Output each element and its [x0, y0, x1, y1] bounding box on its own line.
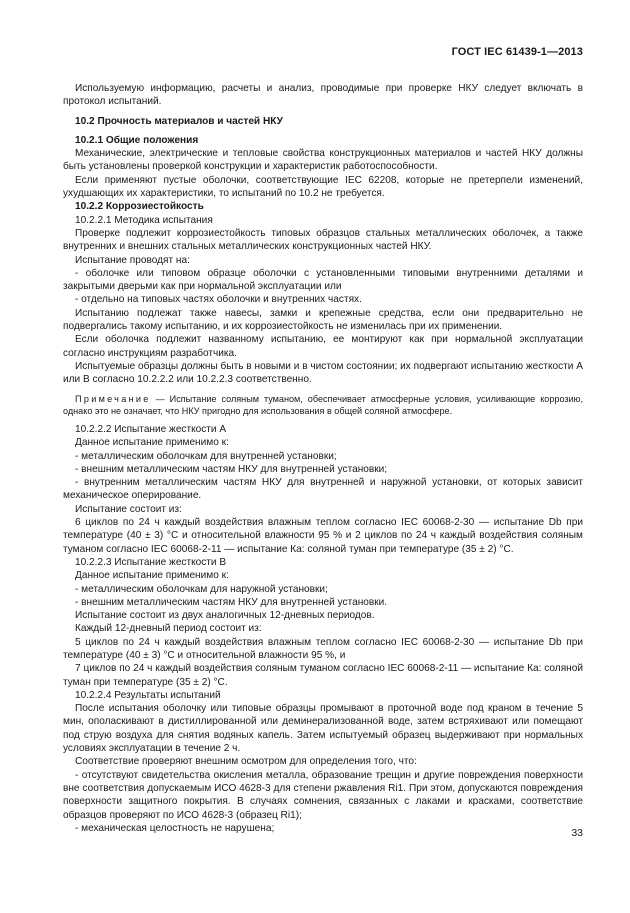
section-heading: 10.2.1 Общие положения	[75, 134, 199, 146]
paragraph: Проверке подлежит коррозиестойкость типовых образцов стальных металлических оболочек, а также внутренних и внешних стальных металлических конструкционных частей НКУ.	[63, 227, 583, 253]
paragraph: Испытанию подлежат также навесы, замки и крепежные средства, если они предварительно не подвергались такому испытанию, и их коррозиестойкость не изменилась при их применении.	[63, 307, 583, 333]
page-number: 33	[571, 827, 583, 839]
list-item: - оболочке или типовом образце оболочки с установленными типовыми внутренними деталями и закрытыми дверьми как при нормальной эксплуатации или	[63, 267, 583, 293]
list-item: - внутренним металлическим частям НКУ для внутренней и наружной установки, от которых зависит механическое оперирование.	[63, 477, 583, 502]
subsection-heading: 10.2.2.1 Методика испытания	[75, 214, 213, 226]
note-text: — Испытание соляным туманом, обеспечивает атмосферные условия, усиливающие коррозию, однако это не означает, что НКУ пригодно для использования в общей соляной атмосфере.	[63, 393, 583, 416]
paragraph: После испытания оболочку или типовые образцы промывают в проточной воде под краном в течение 5 мин, ополаскивают в дистиллированной или деминерализованной воде, затем встряхивают или помещают под струю воздуха для снятия водяных капель. Затем испытуемый образец выдерживают при нормальных условиях эксплуатации в течение 2 ч.	[63, 703, 583, 755]
paragraph: Испытание проводят на:	[75, 254, 190, 266]
list-item: - отдельно на типовых частях оболочки и внутренних частях.	[75, 294, 362, 306]
document-body	[63, 76, 583, 835]
standard-header: ГОСТ IEC 61439-1—2013	[451, 46, 583, 58]
paragraph: Соответствие проверяют внешним осмотром для определения того, что:	[75, 756, 417, 768]
list-item: - внешним металлическим частям НКУ для внутренней установки.	[75, 596, 388, 608]
subsection-heading: 10.2.2.3 Испытание жесткости В	[75, 556, 227, 568]
paragraph: Каждый 12-дневный период состоит из:	[75, 623, 262, 635]
list-item: - внешним металлическим частям НКУ для внутренней установки;	[75, 463, 388, 475]
section-heading: 10.2.2 Коррозиестойкость	[75, 201, 204, 213]
list-item: - металлическим оболочкам для наружной установки;	[75, 583, 328, 595]
paragraph: 6 циклов по 24 ч каждый воздействия влажным теплом согласно IEC 60068-2-30 — испытание Db при температуре (40 ± 3) °C и относительной влажности 95 % и 2 циклов по 24 ч каждый воздействия соляным туманом согласно IEC 60068-2-11 — испытание Ка: соляной туман при температуре (35 ± 2) °C.	[63, 517, 583, 555]
subsection-heading: 10.2.2.4 Результаты испытаний	[75, 689, 221, 701]
note-label: Примечание	[75, 393, 151, 404]
section-heading: 10.2 Прочность материалов и частей НКУ	[75, 115, 283, 127]
list-item: - механическая целостность не нарушена;	[75, 822, 275, 834]
subsection-heading: 10.2.2.2 Испытание жесткости А	[75, 423, 227, 435]
paragraph: Используемую информацию, расчеты и анализ, проводимые при проверке НКУ следует включать в протокол испытаний.	[63, 83, 583, 108]
paragraph: Механические, электрические и тепловые свойства конструкционных материалов и частей НКУ должны быть установлены проверкой конструкции и характеристик работоспособности.	[63, 148, 583, 173]
paragraph: 5 циклов по 24 ч каждый воздействия влажным теплом согласно IEC 60068-2-30 — испытание Db при температуре (40 ± 3) °C и относительной влажности 95 %, и	[63, 636, 583, 661]
paragraph: Если применяют пустые оболочки, соответствующие IEC 62208, которые не претерпели изменений, ухудшающих их характеристики, то испытаний по 10.2 не требуется.	[63, 174, 583, 200]
paragraph: Если оболочка подлежит названному испытанию, ее монтируют как при нормальной эксплуатации согласно инструкциям разработчика.	[63, 334, 583, 359]
list-item: - металлическим оболочкам для внутренней установки;	[75, 450, 337, 462]
list-item: - отсутствуют свидетельства окисления металла, образование трещин и другие повреждения поверхности вне соответствия допускаемым ИСО 4628-3 для степени ржавления Ri1. При этом, допускаются повреждения поверхности защитного покрытия. В случаях сомнения, связанных с лаками и красками, соответствие образцов проверяют по ИСО 4628-3 (образец Ri1);	[63, 769, 583, 821]
paragraph: Испытание состоит из:	[75, 503, 182, 515]
paragraph: Данное испытание применимо к:	[75, 437, 229, 449]
paragraph: Испытание состоит из двух аналогичных 12-дневных периодов.	[75, 610, 375, 622]
paragraph: Испытуемые образцы должны быть в новыми и в чистом состоянии; их подвергают испытанию жесткости А или В согласно 10.2.2.2 или 10.2.2.3 соответственно.	[63, 360, 583, 386]
paragraph: Данное испытание применимо к:	[75, 570, 229, 582]
note	[63, 393, 583, 417]
paragraph: 7 циклов по 24 ч каждый воздействия соляным туманом согласно IEC 60068-2-11 — испытание Ка: соляной туман при температуре (35 ± 2) °C.	[63, 663, 583, 688]
